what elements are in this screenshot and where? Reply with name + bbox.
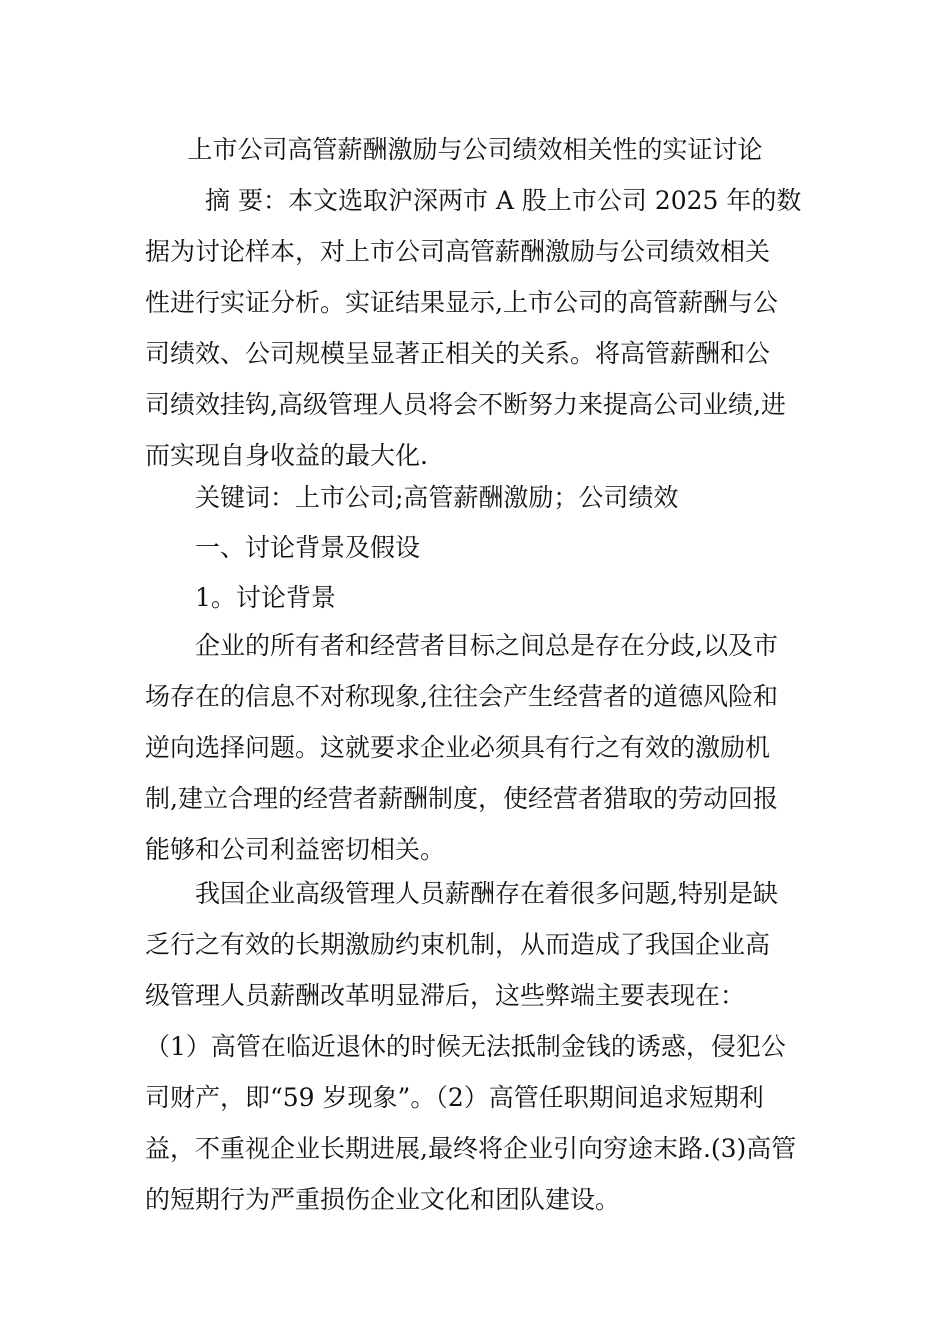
abstract-line: 司绩效挂钩,高级管理人员将会不断努力来提高公司业绩,进 xyxy=(145,390,786,419)
abstract-line: 司绩效、公司规模呈显著正相关的关系。将高管薪酬和公 xyxy=(145,339,771,368)
abstract-line: 性进行实证分析。实证结果显示,上市公司的高管薪酬与公 xyxy=(145,288,778,317)
paragraph-line: 能够和公司利益密切相关。 xyxy=(145,835,446,864)
keywords-line: 关键词：上市公司;高管薪酬激励；公司绩效 xyxy=(195,483,679,512)
section-heading: 一、讨论背景及假设 xyxy=(195,533,421,562)
abstract-line: 据为讨论样本，对上市公司高管薪酬激励与公司绩效相关 xyxy=(145,237,771,266)
abstract-paragraph xyxy=(145,175,805,481)
body-paragraph-2 xyxy=(145,868,805,1225)
paragraph-line: （1）高管在临近退休的时候无法抵制金钱的诱惑，侵犯公 xyxy=(145,1032,786,1061)
abstract-line: 摘 要：本文选取沪深两市 A 股上市公司 2025 年的数 xyxy=(205,186,802,215)
paragraph-line: 企业的所有者和经营者目标之间总是存在分歧,以及市 xyxy=(195,631,778,660)
paragraph-line: 益，不重视企业长期进展,最终将企业引向穷途末路.(3)高管 xyxy=(145,1134,797,1163)
paragraph-line: 级管理人员薪酬改革明显滞后，这些弊端主要表现在： xyxy=(145,981,746,1010)
paragraph-line: 逆向选择问题。这就要求企业必须具有行之有效的激励机 xyxy=(145,733,771,762)
paragraph-line: 司财产，即“59 岁现象”。（2）高管任职期间追求短期利 xyxy=(145,1083,764,1112)
subsection-heading: 1。讨论背景 xyxy=(195,583,336,612)
body-paragraph-1 xyxy=(145,620,805,875)
paragraph-line: 乏行之有效的长期激励约束机制，从而造成了我国企业高 xyxy=(145,930,771,959)
abstract-line: 而实现自身收益的最大化. xyxy=(145,441,428,470)
paragraph-line: 的短期行为严重损伤企业文化和团队建设。 xyxy=(145,1185,621,1214)
paragraph-line: 制,建立合理的经营者薪酬制度，使经营者猎取的劳动回报 xyxy=(145,784,778,813)
paragraph-line: 我国企业高级管理人员薪酬存在着很多问题,特别是缺 xyxy=(195,879,778,908)
paragraph-line: 场存在的信息不对称现象,往往会产生经营者的道德风险和 xyxy=(145,682,778,711)
document-title: 上市公司高管薪酬激励与公司绩效相关性的实证讨论 xyxy=(187,135,763,164)
